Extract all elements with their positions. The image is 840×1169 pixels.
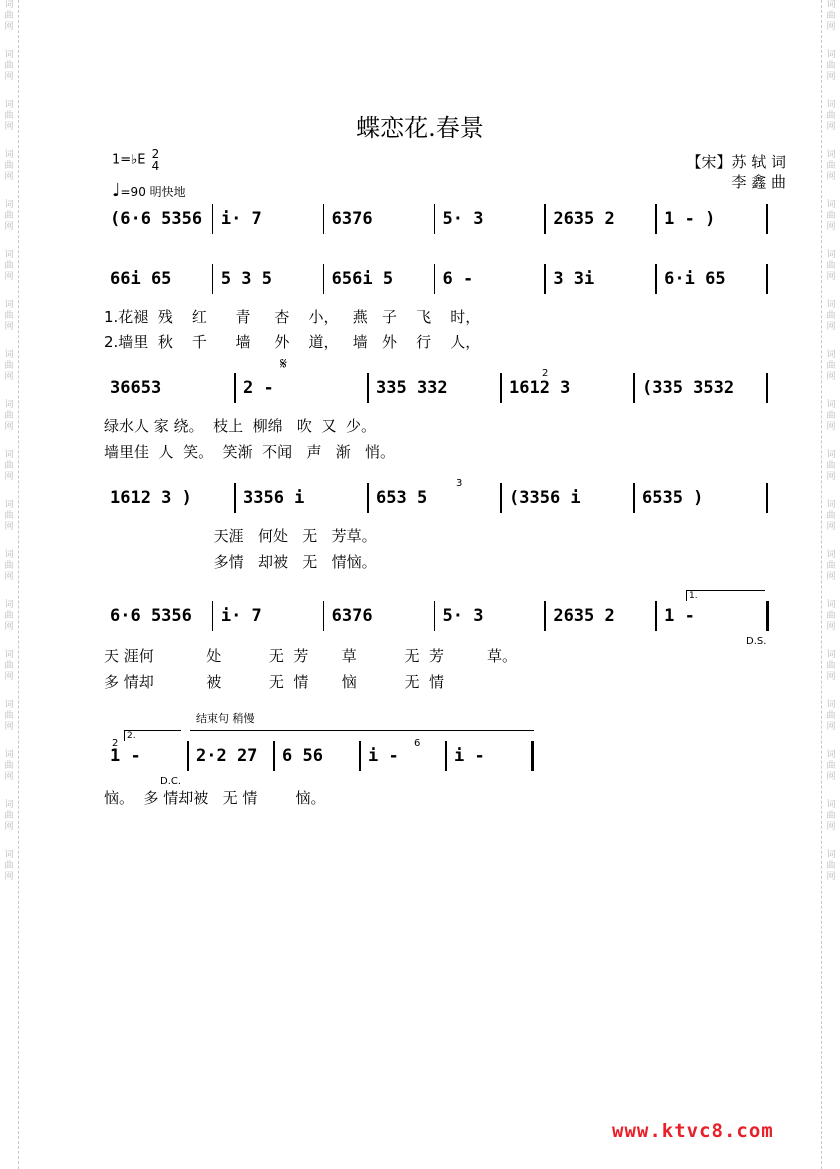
watermark-char: 词 xyxy=(4,50,14,60)
watermark-char: 网 xyxy=(4,772,14,782)
lyric-line: 绿水人 家 绕。 枝上 柳绵 吹 又 少。 xyxy=(104,417,376,435)
watermark-char: 网 xyxy=(4,472,14,482)
measure: 6535 ) xyxy=(642,488,704,508)
watermark-char: 曲 xyxy=(826,561,836,571)
watermark-unit xyxy=(0,400,18,433)
watermark-char: 词 xyxy=(4,100,14,110)
score-line xyxy=(104,371,769,405)
watermark-char: 网 xyxy=(4,572,14,582)
watermark-char: 曲 xyxy=(826,861,836,871)
measure: (6·6 5356 xyxy=(110,209,203,229)
site-logo: www.ktvc8.com xyxy=(612,1120,774,1142)
watermark-char: 词 xyxy=(4,200,14,210)
watermark-char: 曲 xyxy=(826,711,836,721)
watermark-unit xyxy=(0,0,18,33)
watermark-char: 词 xyxy=(4,650,14,660)
page-title: 蝶恋花.春景 xyxy=(356,114,484,142)
watermark-char: 网 xyxy=(4,172,14,182)
barline xyxy=(766,601,769,631)
measure: 3 3i xyxy=(553,269,595,289)
dc-mark: D.C. xyxy=(160,776,182,787)
barline xyxy=(434,204,436,234)
barline xyxy=(273,741,275,771)
watermark-char: 曲 xyxy=(4,411,14,421)
watermark-char: 曲 xyxy=(826,661,836,671)
watermark-char: 词 xyxy=(4,250,14,260)
measure: 6 56 xyxy=(282,746,323,766)
watermark-unit xyxy=(0,700,18,733)
measure: 2·2 27 xyxy=(196,746,258,766)
watermark-char: 网 xyxy=(826,772,836,782)
watermark-char: 曲 xyxy=(4,161,14,171)
watermark-unit xyxy=(822,550,840,583)
watermark-char: 曲 xyxy=(826,111,836,121)
watermark-char: 网 xyxy=(826,722,836,732)
watermark-char: 网 xyxy=(4,222,14,232)
watermark-unit xyxy=(0,800,18,833)
grace-note-4: 6 xyxy=(414,738,421,749)
barline xyxy=(655,264,657,294)
watermark-char: 网 xyxy=(4,72,14,82)
watermark-unit xyxy=(822,800,840,833)
watermark-char: 词 xyxy=(4,400,14,410)
score-line xyxy=(104,262,769,296)
watermark-char: 词 xyxy=(826,550,836,560)
watermark-char: 网 xyxy=(4,872,14,882)
ds-mark: D.S. xyxy=(746,636,767,647)
watermark-char: 词 xyxy=(826,800,836,810)
watermark-char: 词 xyxy=(4,350,14,360)
watermark-unit xyxy=(822,200,840,233)
measure: 5· 3 xyxy=(442,209,484,229)
watermark-char: 网 xyxy=(826,272,836,282)
watermark-unit xyxy=(0,300,18,333)
score-line xyxy=(104,202,769,236)
watermark-char: 网 xyxy=(826,472,836,482)
barline xyxy=(766,204,768,234)
watermark-char: 曲 xyxy=(826,411,836,421)
watermark-char: 网 xyxy=(4,122,14,132)
watermark-char: 网 xyxy=(826,872,836,882)
barline xyxy=(323,264,325,294)
watermark-char: 曲 xyxy=(4,111,14,121)
barline xyxy=(544,204,546,234)
barline xyxy=(434,601,436,631)
watermark-unit xyxy=(0,650,18,683)
measure: 6·6 5356 xyxy=(110,606,192,626)
watermark-char: 网 xyxy=(4,622,14,632)
watermark-char: 曲 xyxy=(826,361,836,371)
watermark-unit xyxy=(822,650,840,683)
barline xyxy=(323,601,325,631)
watermark-char: 网 xyxy=(4,522,14,532)
watermark-char: 词 xyxy=(826,300,836,310)
watermark-unit xyxy=(822,50,840,83)
watermark-char: 曲 xyxy=(4,761,14,771)
time-bottom: 4 xyxy=(151,159,160,173)
left-margin-watermark xyxy=(0,0,19,1169)
watermark-unit xyxy=(0,50,18,83)
measure: 6·i 65 xyxy=(664,269,726,289)
measure: 36653 xyxy=(110,378,162,398)
watermark-char: 网 xyxy=(826,122,836,132)
watermark-char: 词 xyxy=(826,650,836,660)
lyric-line: 2.墙里 秋 千 墙 外 道， 墙 外 行 人， xyxy=(104,333,481,351)
watermark-char: 曲 xyxy=(826,761,836,771)
lyric-line: 天 涯何 处 无 芳 草 无 芳 草。 xyxy=(104,647,517,665)
watermark-char: 词 xyxy=(4,700,14,710)
watermark-unit xyxy=(0,150,18,183)
watermark-char: 词 xyxy=(4,150,14,160)
watermark-unit xyxy=(822,400,840,433)
barline xyxy=(234,373,236,403)
watermark-char: 词 xyxy=(4,800,14,810)
barline xyxy=(655,601,657,631)
measure: 6376 xyxy=(331,606,373,626)
watermark-char: 网 xyxy=(4,322,14,332)
watermark-char: 曲 xyxy=(826,61,836,71)
watermark-char: 词 xyxy=(826,600,836,610)
measure: 2 - xyxy=(243,378,274,398)
watermark-unit xyxy=(822,0,840,33)
watermark-unit xyxy=(822,150,840,183)
quarter-note-icon: ♩ xyxy=(112,180,121,201)
watermark-unit xyxy=(0,550,18,583)
key-flat: ♭E xyxy=(131,152,146,168)
watermark-unit xyxy=(822,750,840,783)
ending-marking: 结束句 稍慢 xyxy=(196,712,255,725)
watermark-char: 词 xyxy=(826,500,836,510)
key-signature xyxy=(112,148,159,172)
watermark-char: 曲 xyxy=(826,161,836,171)
watermark-char: 词 xyxy=(826,100,836,110)
volta-1: 1. xyxy=(686,590,765,601)
measure: 1 - ) xyxy=(664,209,716,229)
watermark-char: 词 xyxy=(4,850,14,860)
watermark-char: 网 xyxy=(4,722,14,732)
watermark-char: 曲 xyxy=(4,61,14,71)
watermark-char: 曲 xyxy=(4,211,14,221)
watermark-unit xyxy=(0,250,18,283)
watermark-char: 网 xyxy=(826,172,836,182)
watermark-char: 曲 xyxy=(826,11,836,21)
barline xyxy=(531,741,534,771)
watermark-char: 网 xyxy=(4,672,14,682)
lyric-line: 多 情却 被 无 情 恼 无 情 xyxy=(104,673,445,691)
barline xyxy=(445,741,447,771)
measure: 335 332 xyxy=(376,378,448,398)
watermark-char: 曲 xyxy=(826,311,836,321)
lyric-line: 天涯 何处 无 芳草。 xyxy=(104,527,377,545)
watermark-unit xyxy=(822,300,840,333)
measure: i· 7 xyxy=(220,606,262,626)
watermark-char: 曲 xyxy=(4,311,14,321)
watermark-char: 词 xyxy=(826,0,836,10)
watermark-char: 网 xyxy=(826,372,836,382)
watermark-char: 曲 xyxy=(826,261,836,271)
measure: i - xyxy=(368,746,399,766)
watermark-char: 网 xyxy=(826,522,836,532)
measure: 5· 3 xyxy=(442,606,484,626)
grace-note-3: 2 xyxy=(112,738,119,749)
barline xyxy=(766,373,768,403)
watermark-char: 曲 xyxy=(4,611,14,621)
watermark-char: 词 xyxy=(826,250,836,260)
measure: 2635 2 xyxy=(553,606,615,626)
watermark-unit xyxy=(822,600,840,633)
watermark-unit xyxy=(822,250,840,283)
watermark-char: 词 xyxy=(4,0,14,10)
watermark-char: 网 xyxy=(826,822,836,832)
watermark-char: 曲 xyxy=(4,661,14,671)
lyric-line: 1.花褪 残 红 青 杏 小， 燕 子 飞 时， xyxy=(104,308,481,326)
measure: 1612 3 ) xyxy=(110,488,192,508)
measure: 5 3 5 xyxy=(220,269,273,289)
measure: 1 - xyxy=(664,606,695,626)
watermark-char: 词 xyxy=(826,450,836,460)
watermark-unit xyxy=(0,500,18,533)
measure: 6376 xyxy=(331,209,373,229)
watermark-char: 词 xyxy=(826,750,836,760)
grace-note-1: 2 xyxy=(542,368,549,379)
barline xyxy=(212,264,214,294)
barline xyxy=(544,264,546,294)
credits xyxy=(686,152,786,192)
watermark-char: 网 xyxy=(826,422,836,432)
watermark-unit xyxy=(822,350,840,383)
tempo-text: =90 明快地 xyxy=(120,185,186,199)
watermark-char: 词 xyxy=(826,150,836,160)
watermark-char: 网 xyxy=(4,822,14,832)
barline xyxy=(212,204,214,234)
ending-bracket xyxy=(190,730,534,731)
measure: 1 - xyxy=(110,746,141,766)
watermark-char: 词 xyxy=(4,550,14,560)
measure: 2635 2 xyxy=(553,209,615,229)
barline xyxy=(234,483,236,513)
measure: (3356 i xyxy=(509,488,581,508)
measure: 66i 65 xyxy=(110,269,172,289)
watermark-char: 网 xyxy=(826,572,836,582)
watermark-char: 曲 xyxy=(826,611,836,621)
watermark-unit xyxy=(822,500,840,533)
watermark-char: 词 xyxy=(826,700,836,710)
watermark-unit xyxy=(0,750,18,783)
watermark-char: 曲 xyxy=(826,811,836,821)
watermark-char: 网 xyxy=(826,72,836,82)
watermark-char: 网 xyxy=(826,672,836,682)
watermark-char: 网 xyxy=(4,22,14,32)
barline xyxy=(367,373,369,403)
watermark-char: 网 xyxy=(826,222,836,232)
barline xyxy=(633,373,635,403)
composer-credit: 李 鑫 曲 xyxy=(731,173,786,191)
right-margin-watermark xyxy=(821,0,840,1169)
barline xyxy=(359,741,361,771)
measure: 656i 5 xyxy=(331,269,394,289)
volta-2: 2. xyxy=(124,730,181,741)
watermark-char: 词 xyxy=(826,350,836,360)
lyric-line: 恼。 多 情却被 无 情 恼。 xyxy=(104,789,326,807)
measure: 653 5 xyxy=(376,488,428,508)
watermark-char: 网 xyxy=(4,272,14,282)
measure: i - xyxy=(454,746,485,766)
watermark-char: 网 xyxy=(826,622,836,632)
barline xyxy=(500,483,502,513)
lyric-line: 多情 却被 无 情恼。 xyxy=(104,553,377,571)
barline xyxy=(633,483,635,513)
barline xyxy=(367,483,369,513)
watermark-unit xyxy=(0,350,18,383)
watermark-char: 曲 xyxy=(4,361,14,371)
watermark-char: 网 xyxy=(4,422,14,432)
watermark-char: 词 xyxy=(4,450,14,460)
measure: i· 7 xyxy=(220,209,262,229)
watermark-char: 曲 xyxy=(4,811,14,821)
time-top: 2 xyxy=(151,147,160,161)
watermark-char: 曲 xyxy=(4,461,14,471)
segno-icon: 𝄋 xyxy=(280,354,287,373)
measure: 6 - xyxy=(442,269,474,289)
barline xyxy=(766,483,768,513)
lyricist-credit: 【宋】苏 轼 词 xyxy=(686,153,786,171)
watermark-char: 词 xyxy=(4,300,14,310)
watermark-char: 网 xyxy=(826,322,836,332)
watermark-char: 曲 xyxy=(4,11,14,21)
barline xyxy=(434,264,436,294)
barline xyxy=(212,601,214,631)
score-line xyxy=(104,599,769,633)
key-label: 1= xyxy=(112,152,132,168)
time-signature xyxy=(152,148,160,172)
barline xyxy=(766,264,768,294)
barline xyxy=(544,601,546,631)
grace-note-2: 3 xyxy=(456,478,463,489)
barline xyxy=(187,741,189,771)
watermark-char: 曲 xyxy=(826,511,836,521)
watermark-char: 曲 xyxy=(4,511,14,521)
measure: (335 3532 xyxy=(642,378,735,398)
watermark-char: 网 xyxy=(826,22,836,32)
measure: 3356 i xyxy=(243,488,305,508)
watermark-unit xyxy=(0,600,18,633)
score-line xyxy=(104,739,769,773)
measure: 1612 3 xyxy=(509,378,571,398)
watermark-unit xyxy=(822,450,840,483)
watermark-char: 曲 xyxy=(4,261,14,271)
watermark-char: 词 xyxy=(826,200,836,210)
watermark-char: 词 xyxy=(826,850,836,860)
watermark-char: 词 xyxy=(826,400,836,410)
score-line xyxy=(104,481,769,515)
watermark-char: 词 xyxy=(4,500,14,510)
barline xyxy=(655,204,657,234)
barline xyxy=(323,204,325,234)
watermark-char: 曲 xyxy=(826,461,836,471)
watermark-char: 曲 xyxy=(4,711,14,721)
watermark-unit xyxy=(822,700,840,733)
watermark-char: 词 xyxy=(826,50,836,60)
lyric-line: 墙里佳 人 笑。 笑渐 不闻 声 渐 悄。 xyxy=(104,443,396,461)
barline xyxy=(500,373,502,403)
watermark-unit xyxy=(0,450,18,483)
watermark-char: 曲 xyxy=(4,561,14,571)
watermark-unit xyxy=(822,850,840,883)
watermark-char: 曲 xyxy=(4,861,14,871)
watermark-char: 曲 xyxy=(826,211,836,221)
watermark-char: 词 xyxy=(4,600,14,610)
tempo-marking xyxy=(112,180,186,201)
watermark-char: 网 xyxy=(4,372,14,382)
watermark-unit xyxy=(0,850,18,883)
watermark-char: 词 xyxy=(4,750,14,760)
watermark-unit xyxy=(0,200,18,233)
